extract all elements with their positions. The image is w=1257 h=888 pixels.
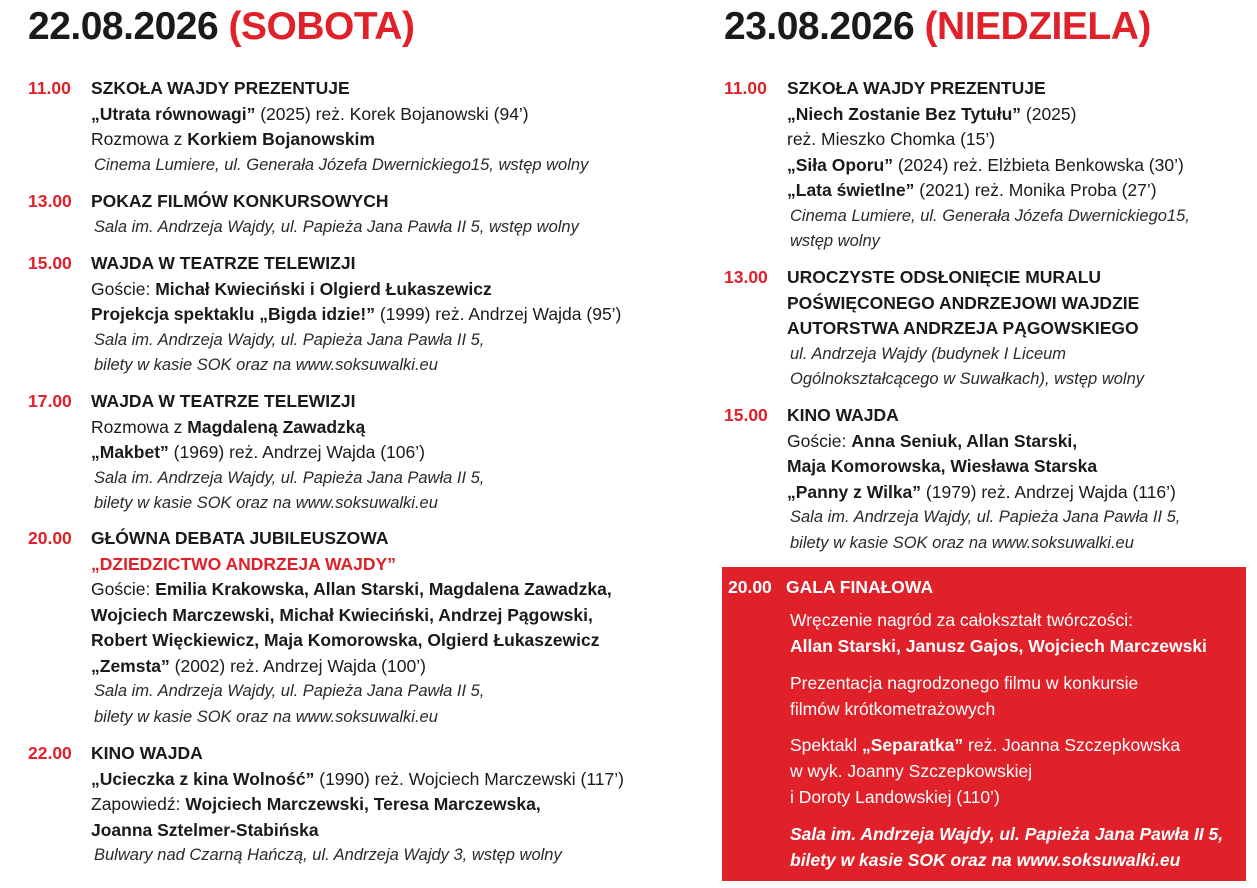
event-location: Sala im. Andrzeja Wajdy, ul. Papieża Jana Pawła II 5, [94,682,485,700]
event-location: Sala im. Andrzeja Wajdy, ul. Papieża Jana Pawła II 5, [94,468,485,487]
event-time: 13.00 [724,267,768,287]
film-title: „Ucieczka z kina Wolność” [91,768,315,789]
film-title: „Panny z Wilka” [787,481,922,502]
event-time: 17.00 [28,391,72,411]
event-subtitle: „DZIEDZICTWO ANDRZEJA WAJDY” [91,553,396,574]
event-sat-1500 [28,251,621,379]
film-details: (2021) reż. Monika Proba (27’) [914,180,1157,200]
event-title-cont: AUTORSTWA ANDRZEJA PĄGOWSKIEGO [787,318,1139,338]
intro-names-cont: Joanna Sztelmer-Stabińska [91,819,319,840]
event-sat-1300 [28,189,579,240]
event-tickets: bilety w kasie SOK oraz na www.soksuwalki.eu [94,494,438,512]
event-title: WAJDA W TEATRZE TELEWIZJI [91,391,356,411]
film-title: „Zemsta” [91,655,170,676]
award-intro: Wręczenie nagród za całokształt twórczości: [790,610,1134,630]
event-title: SZKOŁA WAJDY PREZENTUJE [787,78,1046,98]
guests-names: Anna Seniuk, Allan Starski, [851,430,1078,451]
film-line [91,440,484,466]
sunday-date-header [724,4,1151,50]
event-title: GALA FINAŁOWA [786,577,934,597]
event-sun-1500 [724,403,1180,556]
guests-line [91,577,612,603]
film-line [787,153,1190,179]
intro-line [91,792,624,818]
film-title: „Niech Zostanie Bez Tytułu” [787,103,1022,124]
projection-details: (1999) reż. Andrzej Wajda (95’) [374,304,622,324]
film-title: „Siła Oporu” [787,154,893,175]
event-location-cont: wstęp wolny [790,232,880,250]
gala-box [722,567,1246,881]
film-line [787,102,1190,128]
film-title: „Lata świetlne” [787,180,915,200]
event-tickets: bilety w kasie SOK oraz na www.soksuwalki.eu [790,850,1181,870]
guests-names-cont: Maja Komorowska, Wiesława Starska [787,456,1098,476]
talk-prefix: Rozmowa z [91,129,188,149]
event-title: GŁÓWNA DEBATA JUBILEUSZOWA [91,528,389,548]
event-sun-1300 [724,265,1144,393]
saturday-date: 22.08.2026 [28,5,219,48]
film-line [787,480,1180,506]
show-cast: w wyk. Joanny Szczepkowskiej [790,761,1033,781]
film-details: (2024) reż. Elżbieta Benkowska (30’) [892,154,1184,175]
event-time: 15.00 [724,405,768,425]
film-details: (1990) reż. Wojciech Marczewski (117’) [314,768,624,789]
sunday-day-name: (NIEDZIELA) [924,5,1151,48]
event-location-cont: Ogólnokształcącego w Suwałkach), wstęp wolny [790,370,1145,388]
film-line [91,654,612,680]
event-time: 20.00 [28,528,72,548]
event-title: SZKOŁA WAJDY PREZENTUJE [91,78,350,98]
event-location: Sala im. Andrzeja Wajdy, ul. Papieża Jana Pawła II 5, [790,508,1181,526]
guests-names-cont: Robert Więckiewicz, Maja Komorowska, Olgierd Łukaszewicz [91,630,600,650]
event-title: KINO WAJDA [91,743,203,763]
show-prefix: Spektakl [790,735,862,755]
event-tickets: bilety w kasie SOK oraz na www.soksuwalki.eu [790,533,1134,552]
event-title: KINO WAJDA [787,405,899,425]
event-sun-1100 [724,76,1190,255]
event-sat-1700 [28,389,484,517]
film-details: (2002) reż. Andrzej Wajda (100’) [169,655,426,676]
event-tickets: bilety w kasie SOK oraz na www.soksuwalki.eu [94,707,438,726]
guests-prefix: Goście: [91,579,156,599]
talk-prefix: Rozmowa z [91,416,188,437]
intro-prefix: Zapowiedź: [91,794,186,814]
event-title-cont: POŚWIĘCONEGO ANDRZEJOWI WAJDZIE [787,292,1140,313]
film-director: reż. Mieszko Chomka (15’) [787,129,996,149]
event-time: 11.00 [28,78,71,98]
event-time: 13.00 [28,191,72,211]
film-title: „Makbet” [91,442,169,462]
film-line [787,178,1190,204]
presentation-line-cont: filmów krótkometrażowych [790,699,996,719]
guests-names: Emilia Krakowska, Allan Starski, Magdalena Zawadzka, [155,579,612,599]
guests-line [91,277,621,303]
show-title: „Separatka” [861,735,964,755]
event-time: 11.00 [724,78,767,98]
event-location: ul. Andrzeja Wajdy (budynek I Liceum [790,344,1067,363]
talk-line [91,127,588,153]
film-line [91,767,624,793]
event-title: POKAZ FILMÓW KONKURSOWYCH [91,191,389,211]
event-tickets: bilety w kasie SOK oraz na www.soksuwalki.eu [94,356,438,374]
saturday-day-name: (SOBOTA) [228,5,415,48]
event-location: Sala im. Andrzeja Wajdy, ul. Papieża Jana Pawła II 5, [790,824,1224,844]
show-details: reż. Joanna Szczepkowska [963,735,1181,755]
sunday-date: 23.08.2026 [724,5,915,48]
film-title: „Utrata równowagi” [91,103,256,124]
talk-name: Korkiem Bojanowskim [187,129,375,149]
event-location: Cinema Lumiere, ul. Generała Józefa Dwernickiego15, wstęp wolny [94,155,589,174]
film-details: (1979) reż. Andrzej Wajda (116’) [921,481,1176,502]
guests-prefix: Goście: [91,278,156,299]
projection-title: Projekcja spektaklu „Bigda idzie!” [91,304,375,324]
event-location: Sala im. Andrzeja Wajdy, ul. Papieża Jana Pawła II 5, wstęp wolny [94,217,579,236]
guests-line [787,429,1180,455]
talk-name: Magdaleną Zawadzką [187,416,366,437]
presentation-line: Prezentacja nagrodzonego filmu w konkursie [790,673,1139,693]
event-sat-1100 [28,76,588,178]
projection-line [91,302,621,328]
event-title: UROCZYSTE ODSŁONIĘCIE MURALU [787,267,1102,287]
guests-prefix: Goście: [787,430,852,451]
film-details: (2025) reż. Korek Bojanowski (94’) [255,103,529,124]
show-cast-cont: i Doroty Landowskiej (110’) [790,787,1000,807]
award-laureates: Allan Starski, Janusz Gajos, Wojciech Marczewski [790,636,1207,656]
guests-names: Michał Kwieciński i Olgierd Łukaszewicz [155,278,492,299]
event-time: 22.00 [28,743,72,763]
event-title: WAJDA W TEATRZE TELEWIZJI [91,253,356,273]
event-sat-2000 [28,526,612,730]
event-time: 15.00 [28,253,72,273]
event-time: 20.00 [728,577,772,597]
event-sat-2200 [28,741,624,869]
guests-names-cont: Wojciech Marczewski, Michał Kwieciński, Andrzej Pągowski, [91,604,593,625]
film-details: (1969) reż. Andrzej Wajda (106’) [168,442,425,462]
talk-line [91,415,484,441]
show-line [790,733,1180,759]
film-line [91,102,588,128]
saturday-date-header [28,4,414,50]
intro-names: Wojciech Marczewski, Teresa Marczewska, [185,794,541,814]
event-location: Sala im. Andrzeja Wajdy, ul. Papieża Jana Pawła II 5, [94,330,485,349]
event-location: Bulwary nad Czarną Hańczą, ul. Andrzeja Wajdy 3, wstęp wolny [94,846,562,864]
film-details: (2025) [1021,103,1077,124]
event-location: Cinema Lumiere, ul. Generała Józefa Dwernickiego15, [790,206,1190,225]
